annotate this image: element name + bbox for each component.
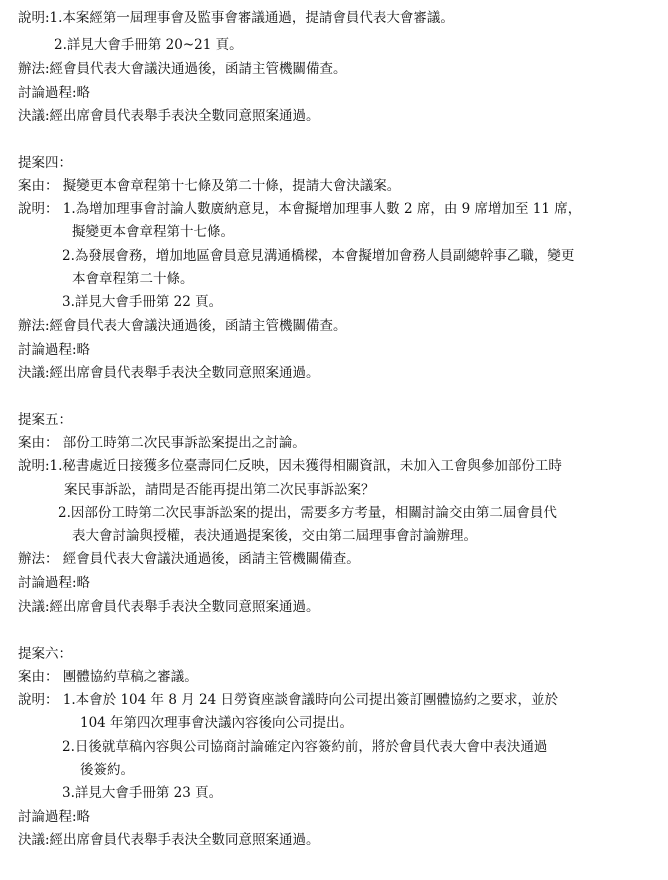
proposal-4-resolution: 決議:經出席會員代表舉手表決全數同意照案通過。 (18, 365, 320, 381)
proposal-4-explanation-3: 3.詳見大會手冊第 22 頁。 (62, 294, 223, 310)
proposal-4-explanation-2a: 2.為發展會務，增加地區會員意見溝通橋樑，本會擬增加會務人員副總幹事乙職，變更 (62, 248, 575, 264)
proposal-6-title: 提案六： (18, 646, 72, 662)
proposal-5-title: 提案五： (18, 412, 72, 428)
proposal-4-cause: 案由： 擬變更本會章程第十七條及第二十條，提請大會決議案。 (18, 178, 401, 194)
proposal-4-explanation-2b: 本會章程第二十條。 (72, 271, 194, 287)
proposal-6-resolution: 決議:經出席會員代表舉手表決全數同意照案通過。 (18, 832, 320, 848)
proposal-5-method: 辦法： 經會員代表大會議決通過後，函請主管機關備查。 (18, 551, 360, 567)
proposal-5-explanation-2b: 表大會討論與授權，表決通過提案後，交由第二屆理事會討論辦理。 (72, 528, 477, 544)
proposal-5-resolution: 決議:經出席會員代表舉手表決全數同意照案通過。 (18, 599, 320, 615)
proposal-6-discussion: 討論過程:略 (18, 809, 91, 825)
proposal-6-cause: 案由： 團體協約草稿之審議。 (18, 669, 198, 685)
proposal-5-explanation-1b: 案民事訴訟，請問是否能再提出第二次民事訴訟案？ (64, 482, 375, 498)
proposal-4-explanation-1b: 擬變更本會章程第十七條。 (72, 224, 234, 240)
intro-explanation-1: 說明:1.本案經第一屆理事會及監事會審議通過，提請會員代表大會審議。 (18, 10, 454, 26)
intro-method: 辦法:經會員代表大會議決通過後，函請主管機關備查。 (18, 61, 347, 77)
proposal-5-explanation-1a: 說明:1.秘書處近日接獲多位臺壽同仁反映，因未獲得相關資訊，未加入工會與參加部份工時 (18, 458, 562, 474)
proposal-4-title: 提案四： (18, 155, 72, 171)
intro-explanation-2: 2.詳見大會手冊第 20~21 頁。 (54, 37, 243, 53)
proposal-6-explanation-1a: 說明： 1.本會於 104 年 8 月 24 日勞資座談會議時向公司提出簽訂團體協約之要求，並於 (18, 692, 558, 708)
proposal-5-cause: 案由： 部份工時第二次民事訴訟案提出之討論。 (18, 435, 306, 451)
proposal-4-discussion: 討論過程:略 (18, 342, 91, 358)
proposal-5-explanation-2a: 2.因部份工時第二次民事訴訟案的提出，需要多方考量，相關討論交由第二屆會員代 (58, 505, 557, 521)
proposal-6-explanation-2b: 後簽約。 (80, 762, 134, 778)
proposal-4-method: 辦法:經會員代表大會議決通過後，函請主管機關備查。 (18, 318, 347, 334)
proposal-6-explanation-2a: 2.日後就草稿內容與公司協商討論確定內容簽約前，將於會員代表大會中表決通過 (62, 739, 548, 755)
proposal-6-explanation-1b: 104 年第四次理事會決議內容後向公司提出。 (80, 715, 354, 731)
intro-discussion: 討論過程:略 (18, 85, 91, 101)
proposal-6-explanation-3: 3.詳見大會手冊第 23 頁。 (62, 785, 223, 801)
intro-resolution: 決議:經出席會員代表舉手表決全數同意照案通過。 (18, 108, 320, 124)
proposal-4-explanation-1a: 說明： 1.為增加理事會討論人數廣納意見，本會擬增加理事人數 2 席，由 9 席增加至 11 席， (18, 201, 582, 217)
proposal-5-discussion: 討論過程:略 (18, 575, 91, 591)
